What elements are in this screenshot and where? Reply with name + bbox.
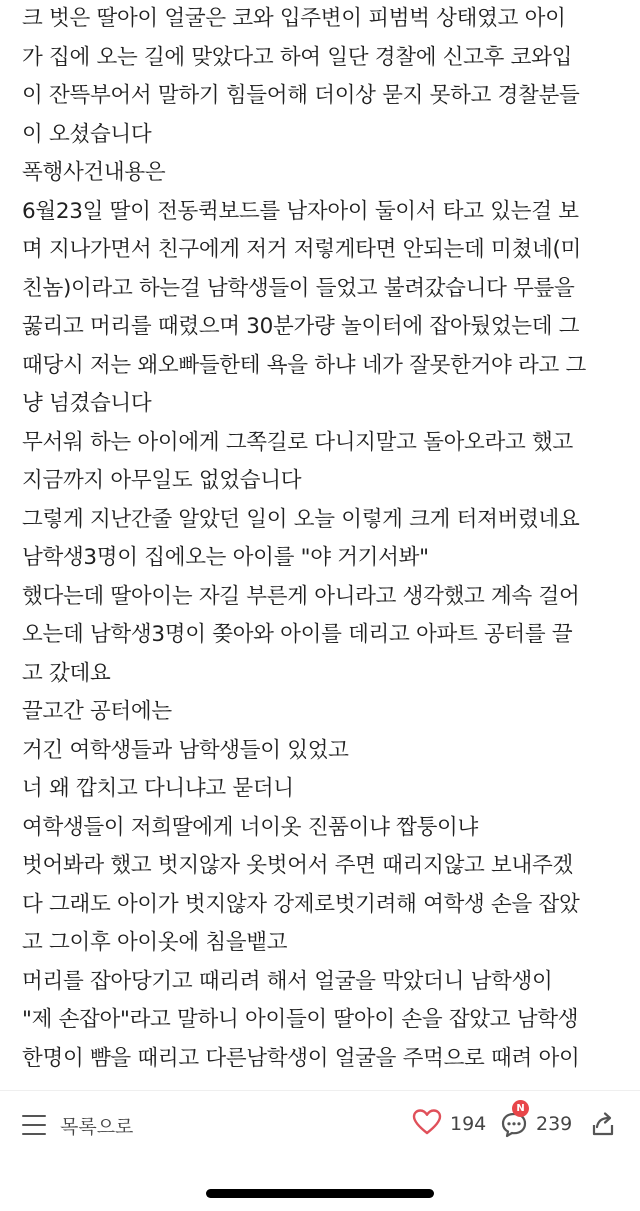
new-comment-badge: N (512, 1100, 529, 1117)
article-line: 끌고간 공터에는 (22, 699, 172, 724)
article-line: 지금까지 아무일도 없었습니다 (22, 468, 302, 493)
article-line: 고 그이후 아이옷에 침을뱉고 (22, 930, 288, 955)
comment-icon (500, 1103, 528, 1138)
article-line: 한명이 뺨을 때리고 다른남학생이 얼굴을 주먹으로 때려 아이 (22, 1045, 580, 1071)
share-button[interactable] (588, 1109, 618, 1139)
article-line: 오는데 남학생3명이 쫒아와 아이를 데리고 아파트 공터를 끌 (22, 622, 573, 647)
comment-button[interactable] (500, 1103, 573, 1141)
article-line: 했다는데 딸아이는 자길 부른게 아니라고 생각했고 계속 걸어 (22, 583, 580, 609)
article-line: 냥 넘겼습니다 (22, 391, 152, 416)
article-line: 크 벗은 딸아이 얼굴은 코와 입주변이 피범벅 상태였고 아이 (22, 6, 566, 31)
like-count: 194 (450, 1113, 487, 1135)
article-line: 며 지나가면서 친구에게 저거 저렇게타면 안되는데 미쳤네(미 (22, 237, 582, 262)
article-line: 여학생들이 저희딸에게 너이옷 진품이냐 짭퉁이냐 (22, 814, 478, 840)
article-line: 거긴 여학생들과 남학생들이 있었고 (22, 737, 349, 763)
article-line: 남학생3명이 집에오는 아이를 "야 거기서봐" (22, 545, 429, 570)
comment-count: 239 (536, 1113, 573, 1135)
article-line: 친놈)이라고 하는걸 남학생들이 들었고 불려갔습니다 무릎을 (22, 275, 575, 301)
share-icon (588, 1124, 618, 1143)
article-line: 다 그래도 아이가 벗지않자 강제로벗기려해 여학생 손을 잡았 (22, 891, 580, 917)
article-line: 너 왜 깝치고 다니냐고 묻더니 (22, 776, 294, 801)
list-icon (22, 1115, 46, 1135)
article-line: 꿇리고 머리를 때렸으며 30분가량 놀이터에 잡아뒀었는데 그 (22, 314, 580, 339)
article-line: "제 손잡아"라고 말하니 아이들이 딸아이 손을 잡았고 남학생 (22, 1007, 579, 1032)
article-line: 머리를 잡아당기고 때리려 해서 얼굴을 막았더니 남학생이 (22, 968, 553, 994)
article-line: 고 갔데요 (22, 660, 111, 686)
like-button[interactable] (412, 1107, 486, 1141)
article-line: 가 집에 오는 길에 맞았다고 하여 일단 경찰에 신고후 코와입 (22, 44, 573, 70)
article-line: 이 오셨습니다 (22, 121, 152, 147)
back-to-list-button[interactable] (22, 1109, 133, 1141)
article-line: 벗어봐라 했고 벗지않자 옷벗어서 주면 때리지않고 보내주겠 (22, 853, 573, 878)
article-line: 무서워 하는 아이에게 그쪽길로 다니지말고 돌아오라고 했고 (22, 429, 573, 455)
article-line: 때당시 저는 왜오빠들한테 욕을 하냐 네가 잘못한거야 라고 그 (22, 352, 587, 378)
bottom-action-bar (0, 1090, 640, 1161)
article-line: 폭행사건내용은 (22, 160, 166, 185)
article-line: 그렇게 지난간줄 알았던 일이 오늘 이렇게 크게 터져버렸네요 (22, 506, 580, 532)
article-line: 이 잔뜩부어서 말하기 힘들어해 더이상 묻지 못하고 경찰분들 (22, 83, 580, 108)
article-line: 6월23일 딸이 전동퀵보드를 남자아이 둘이서 타고 있는걸 보 (22, 198, 579, 224)
list-button-label: 목록으로 (60, 1115, 134, 1138)
heart-icon (412, 1108, 442, 1140)
home-indicator[interactable] (206, 1189, 434, 1198)
